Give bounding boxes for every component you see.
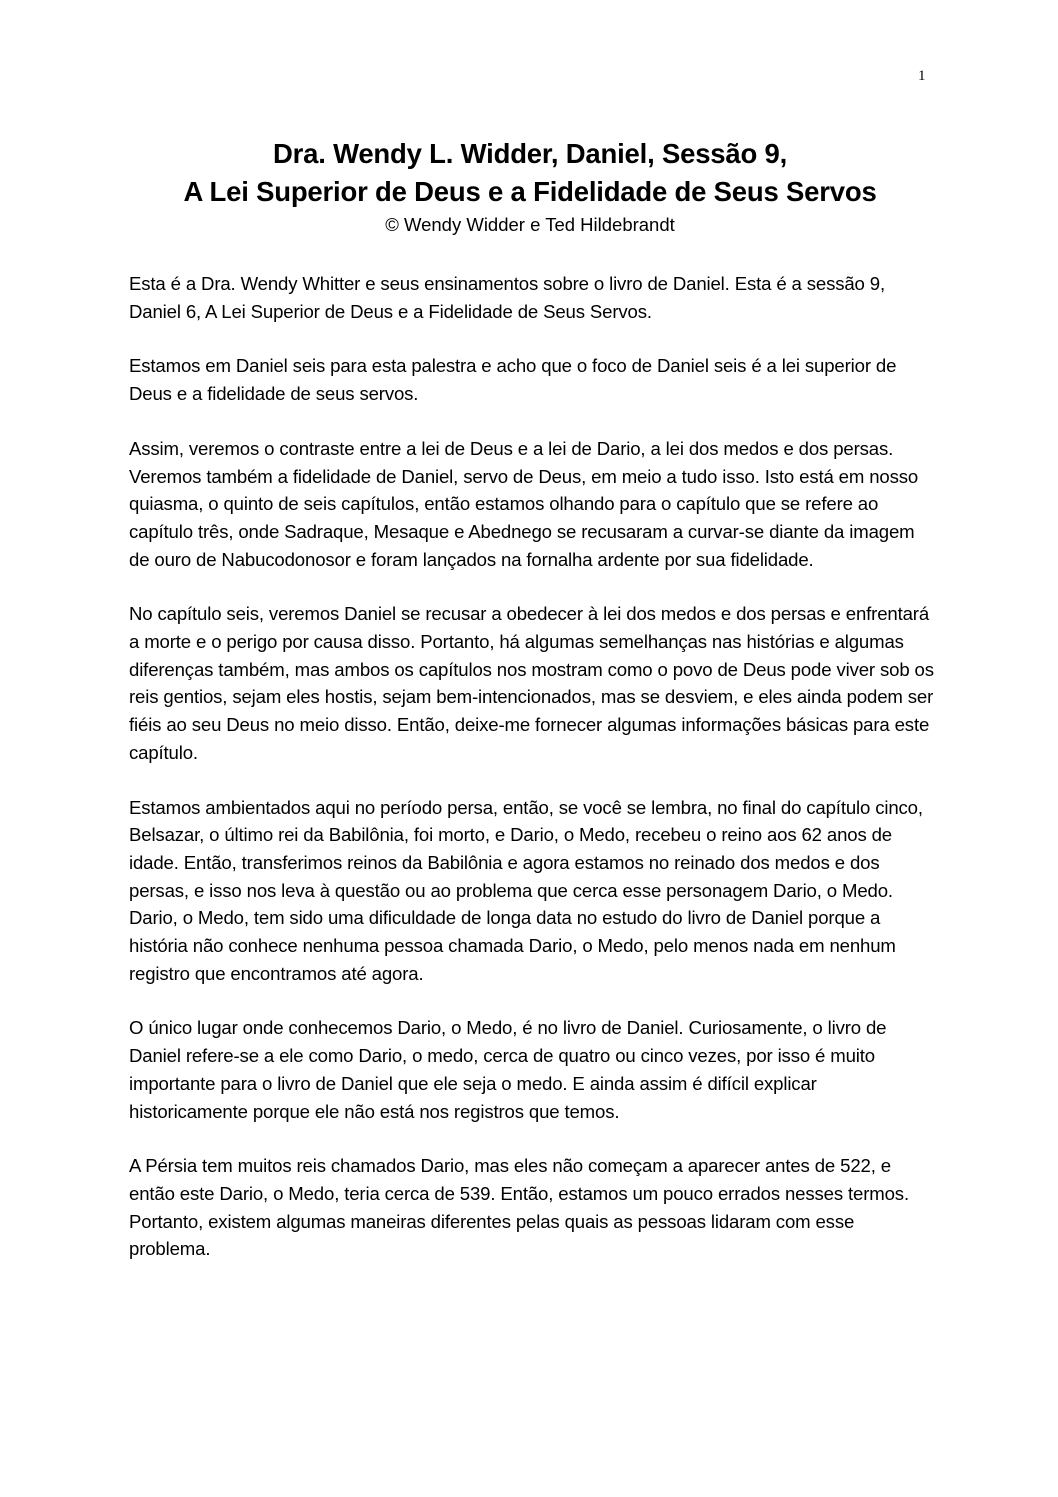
copyright-notice: © Wendy Widder e Ted Hildebrandt [385,214,675,235]
document-title-line-2: A Lei Superior de Deus e a Fidelidade de Seus Servos [183,176,877,207]
paragraph: O único lugar onde conhecemos Dario, o Medo, é no livro de Daniel. Curiosamente, o livro de Daniel refere-se a ele como Dario, o medo, cerca de quatro ou cinco vezes, por isso é muito importante para o livro de Daniel que ele seja o medo. E ainda assim é difícil explicar historicamente porque ele não está nos registros que temos. [129,1017,887,1122]
document-body [129,270,939,1290]
paragraph: No capítulo seis, veremos Daniel se recusar a obedecer à lei dos medos e dos persas e enfrentará a morte e o perigo por causa disso. Portanto, há algumas semelhanças nas histórias e algumas diferenças também, mas ambos os capítulos nos mostram como o povo de Deus pode viver sob os reis gentios, sejam eles hostis, sejam bem-intencionados, mas se desviem, e eles ainda podem ser fiéis ao seu Deus no meio disso. Então, deixe-me fornecer algumas informações básicas para este capítulo. [129,603,934,763]
paragraph: Assim, veremos o contraste entre a lei de Deus e a lei de Dario, a lei dos medos e dos persas. Veremos também a fidelidade de Daniel, servo de Deus, em meio a tudo isso. Isto está em nosso quiasma, o quinto de seis capítulos, então estamos olhando para o capítulo que se refere ao capítulo três, onde Sadraque, Mesaque e Abednego se recusaram a curvar-se diante da imagem de ouro de Nabucodonosor e foram lançados na fornalha ardente por sua fidelidade. [129,437,919,570]
paragraph: Estamos em Daniel seis para esta palestra e acho que o foco de Daniel seis é a lei superior de Deus e a fidelidade de seus servos. [129,355,897,405]
paragraph: Esta é a Dra. Wendy Whitter e seus ensinamentos sobre o livro de Daniel. Esta é a sessão 9, Daniel 6, A Lei Superior de Deus e a Fidelidade de Seus Servos. [129,273,885,322]
paragraph: Estamos ambientados aqui no período persa, então, se você se lembra, no final do capítulo cinco, Belsazar, o último rei da Babilônia, foi morto, e Dario, o Medo, recebeu o reino aos 62 anos de idade. Então, transferimos reinos da Babilônia e agora estamos no reinado dos medos e dos persas, e isso nos leva à questão ou ao problema que cerca esse personagem Dario, o Medo. Dario, o Medo, tem sido uma dificuldade de longa data no estudo do livro de Daniel porque a história não conhece nenhuma pessoa chamada Dario, o Medo, pelo menos nada em nenhum registro que encontramos até agora. [129,796,923,984]
document-title-line-1: Dra. Wendy L. Widder, Daniel, Sessão 9, [272,138,788,169]
paragraph: A Pérsia tem muitos reis chamados Dario, mas eles não começam a aparecer antes de 522, e então este Dario, o Medo, teria cerca de 539. Então, estamos um pouco errados nesses termos. Portanto, existem algumas maneiras diferentes pelas quais as pessoas lidaram com esse problema. [129,1155,909,1260]
page-number: 1 [918,68,926,84]
document-header [110,135,950,238]
